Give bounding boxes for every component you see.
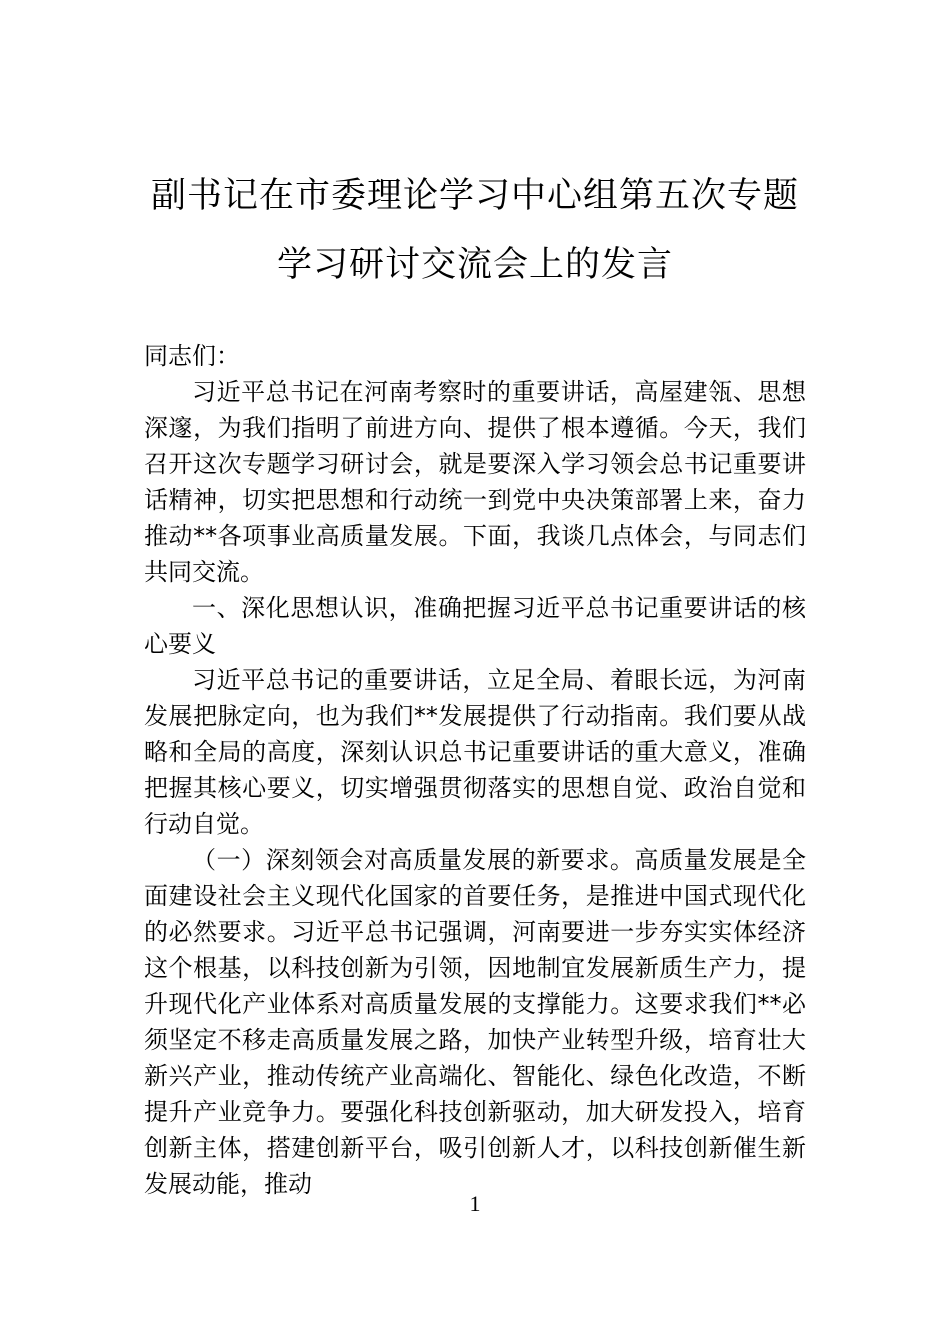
paragraph-section-1: 习近平总书记的重要讲话，立足全局、着眼长远，为河南发展把脉定向，也为我们**发展提供了行动指南。我们要从战略和全局的高度，深刻认识总书记重要讲话的重大意义，准确把握其核心要义，切实增强贯彻落实的思想自觉、政治自觉和行动自觉。 <box>144 666 806 838</box>
document-title-line-1: 副书记在市委理论学习中心组第五次专题 <box>150 176 799 216</box>
document-body <box>144 338 806 1202</box>
paragraph-subsection-1: （一）深刻领会对高质量发展的新要求。高质量发展是全面建设社会主义现代化国家的首要任务，是推进中国式现代化的必然要求。习近平总书记强调，河南要进一步夯实实体经济这个根基，以科技创新为引领，因地制宜发展新质生产力，提升现代化产业体系对高质量发展的支撑能力。这要求我们**必须坚定不移走高质量发展之路，加快产业转型升级，培育壮大新兴产业，推动传统产业高端化、智能化、绿色化改造，不断提升产业竞争力。要强化科技创新驱动，加大研发投入，培育创新主体，搭建创新平台，吸引创新人才，以科技创新催生新发展动能，推动 <box>144 846 806 1198</box>
section-heading-1: 一、深化思想认识，准确把握习近平总书记重要讲话的核心要义 <box>144 594 806 658</box>
paragraph-intro: 习近平总书记在河南考察时的重要讲话，高屋建瓴、思想深邃，为我们指明了前进方向、提供了根本遵循。今天，我们召开这次专题学习研讨会，就是要深入学习领会总书记重要讲话精神，切实把思想和行动统一到党中央决策部署上来，奋力推动**各项事业高质量发展。下面，我谈几点体会，与同志们共同交流。 <box>144 378 806 586</box>
salutation: 同志们： <box>144 342 240 370</box>
document-title-line-2: 学习研讨交流会上的发言 <box>276 245 673 285</box>
page-number: 1 <box>469 1191 481 1216</box>
